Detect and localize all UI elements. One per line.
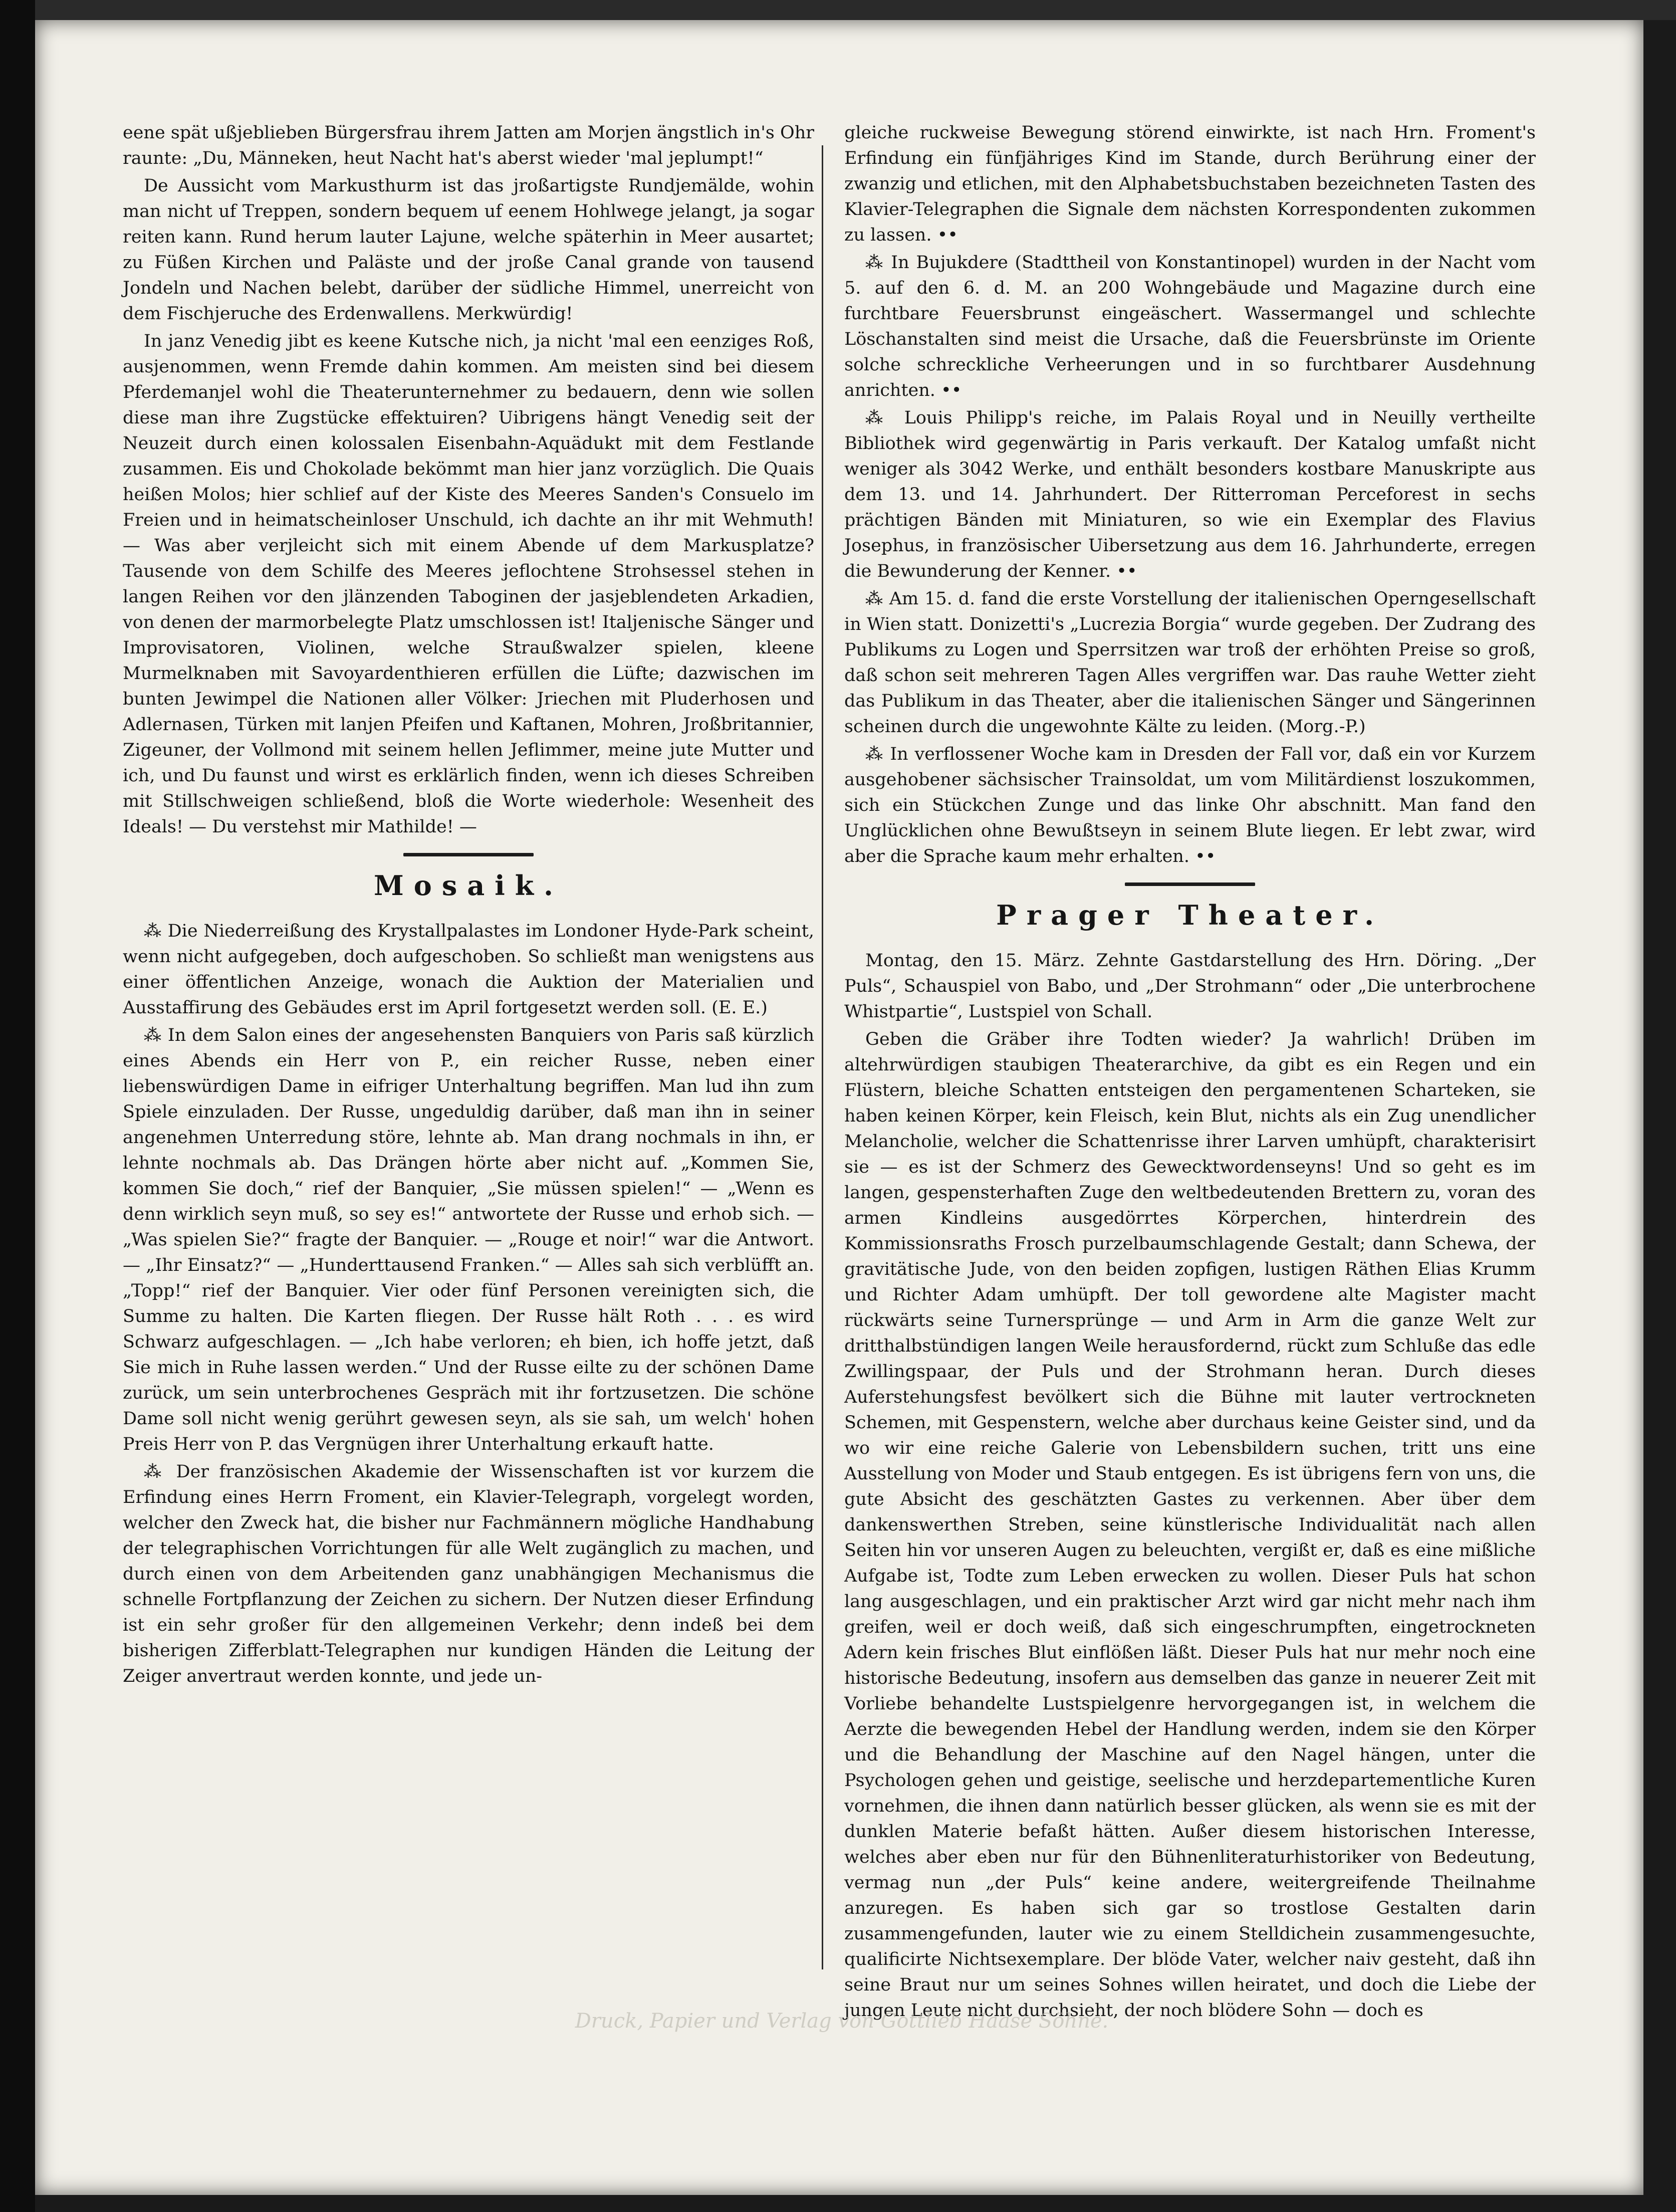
mosaik-item-3: ⁂ Der französischen Akademie der Wissenschaften ist vor kurzem die Erfindung eines Herrn Froment, ein Klavier-Telegraph, vorgelegt worden, welcher den Zweck hat, die bisher nur Fachmännern mögliche Handhabung der telegraphischen Vorrichtungen für alle Welt zugänglich zu machen, und durch einen von dem Arbeitenden ganz unabhängigen Mechanismus die schnelle Fortpflanzung der Zeichen zu sichern. Der Nutzen dieser Erfindung ist ein sehr großer für den allgemeinen Verkehr; denn indeß bei dem bisherigen Zifferblatt-Telegraphen nur kundigen Händen die Leitung der Zeiger anvertraut werden konnte, und jede un- — [123, 1462, 814, 1686]
right-paragraph-1: gleiche ruckweise Bewegung störend einwirkte, ist nach Hrn. Froment's Erfindung ein fünfjähriges Kind im Stande, durch Berührung einer der zwanzig und etlichen, mit den Alphabetsbuchstaben bezeichneten Tasten des Klavier-Telegraphen die Signale dem nächsten Korrespondenten zukommen zu lassen. •• — [844, 123, 1536, 245]
right-paragraph-4: ⁂ Am 15. d. fand die erste Vorstellung der italienischen Operngesellschaft in Wien statt. Donizetti's „Lucrezia Borgia“ wurde gegeben. Der Zudrang des Publikums zu Logen und Sperrsitzen war troß der erhöhten Preise so groß, daß schon seit mehreren Tagen Alles vergriffen war. Das rauhe Wetter zieht das Publikum in das Theater, aber die italienischen Sänger und Sängerinnen scheinen durch die ungewohnte Kälte zu leiden. (Morg.-P.) — [844, 589, 1536, 737]
theater-program: Montag, den 15. März. Zehnte Gastdarstellung des Hrn. Döring. „Der Puls“, Schauspiel von Babo, und „Der Strohmann“ oder „Die unterbrochene Whistpartie“, Lustspiel von Schall. — [844, 951, 1536, 1022]
column-divider — [822, 145, 823, 1969]
left-paragraph-3: In janz Venedig jibt es keene Kutsche nich, ja nicht 'mal een eenziges Roß, ausjenommen, wenn Fremde dahin kommen. Am meisten sind bei diesem Pferdemanjel wohl die Theaterunternehmer zu bedauern, denn wie sollen diese man ihre Zugstücke effektuiren? Uibrigens hängt Venedig seit der Neuzeit durch einen kolossalen Eisenbahn-Aquädukt mit dem Festlande zusammen. Eis und Chokolade bekömmt man hier janz vorzüglich. Die Quais heißen Molos; hier schlief auf der Kiste des Meeres Sanden's Consuelo im Freien und in heimatscheinloser Unschuld, ich dachte an ihr mit Wehmuth! — Was aber verjleicht sich mit einem Abende uf dem Markusplatze? Tausende von dem Schilfe des Meeres jeflochtene Strohsessel stehen in langen Reihen vor den jlänzenden Taboginen der jasjeblendeten Arkadien, von denen der marmorbelegte Platz umschlossen ist! Italjenische Sänger und Improvisatoren, Violinen, welche Straußwalzer spielen, kleene Murmelknaben mit Savoyardenthieren erfüllen die Lüfte; dazwischen im bunten Jewimpel die Nationen aller Völker: Jriechen mit Pluderhosen und Adlernasen, Türken mit lanjen Pfeifen und Kaftanen, Mohren, Jroßbritannier, Zigeuner, der Vollmond mit seinem hellen Jeflimmer, meine jute Mutter und ich, und Du faunst und wirst es erklärlich finden, wenn ich dieses Schreiben mit Stillschweigen schließend, bloß die Worte wiederhole: Wesenheit des Ideals! — Du verstehst mir Mathilde! — — [123, 331, 814, 837]
theater-review: Geben die Gräber ihre Todten wieder? Ja wahrlich! Drüben im altehrwürdigen staubigen Theaterarchive, da gibt es ein Regen und ein Flüstern, bleiche Schatten entsteigen den pergamentenen Scharteken, sie haben keinen Körper, kein Fleisch, kein Blut, nichts als ein Zug unendlicher Melancholie, welcher die Schattenrisse ihrer Larven umhüpft, charakterisirt sie — es ist der Schmerz des Gewecktwordenseyns! Und so geht es im langen, gespensterhaften Zuge den weltbedeutenden Brettern zu, voran des armen Kindleins ausgedörrtes Körperchen, hinterdrein des Kommissionsraths Frosch purzelbaumschlagende Gestalt; dann Schewa, der gravitätische Jude, von den beiden zopfigen, lustigen Räthen Elias Krumm und Richter Adam umhüpft. Der toll gewordene alte Magister macht rückwärts seine Turnersprünge — und Arm in Arm die ganze Welt zur dritthalbstündigen langen Weile herausfordernd, rückt zum Schluße das edle Zwillingspaar, der Puls und der Strohmann heran. Durch dieses Auferstehungsfest bevölkert sich die Bühne mit lauter vertrockneten Schemen, mit Gespenstern, welche aber durchaus keine Geister sind, und da wo wir eine reiche Galerie von Lebensbildern suchen, tritt uns eine Ausstellung von Moder und Staub entgegen. Es ist übrigens fern von uns, die gute Absicht des geschätzten Gastes zu verkennen. Aber über dem dankenswerthen Streben, seine künstlerische Individualität nach allen Seiten hin vor unseren Augen zu beleuchten, vergißt er, daß es eine mißliche Aufgabe ist, Todte zum Leben erwecken zu wollen. Dieser Puls hat schon lang ausgeschlagen, und ein praktischer Arzt wird gar nicht mehr nach ihm greifen, weil er doch weiß, daß sich eingeschrumpften, eingetrockneten Adern kein frisches Blut einflößen läßt. Dieser Puls hat nur mehr noch eine historische Bedeutung, insofern aus demselben das ganze in neuerer Zeit mit Vorliebe behandelte Lustspielgenre hervorgegangen ist, in welchem die Aerzte die bewegenden Hebel der Handlung werden, indem sie den Körper und die Behandlung der Maschine auf den Nagel hängen, unter die Psychologen gehen und geistige, seelische und herzdepartementliche Kuren vornehmen, die ihnen dann natürlich besser glücken, als wenn sie es mit der dunklen Materie befaßt hätten. Außer diesem historischen Interesse, welches aber eben nur für den Bühnenliteraturhistoriker von Bedeutung, vermag nun „der Puls“ keine andere, weitergreifende Theilnahme anzuregen. Es haben sich gar so trostlose Gestalten darin zusammengefunden, lauter wie zu einem Stelldichein zusammengesuchte, qualificirte Nichtsexemplare. Der blöde Vater, welcher naiv gesteht, daß ihn seine Braut nur um seines Sohnes willen heiratet, und doch die Liebe der jungen Leute nicht durchsieht, der noch blödere Sohn — doch es — [844, 1029, 1536, 2021]
left-paragraph-1: eene spät ußjeblieben Bürgersfrau ihrem Jatten am Morjen ängstlich in's Ohr raunte: „Du, Männeken, heut Nacht hat's aberst wieder 'mal jeplumpt!“ — [123, 123, 814, 168]
mosaik-item-2: ⁂ In dem Salon eines der angesehensten Banquiers von Paris saß kürzlich eines Abends ein Herr von P., ein reicher Russe, neben einer liebenswürdigen Dame in eifriger Unterhaltung begriffen. Man lud ihn zum Spiele einzuladen. Der Russe, ungeduldig darüber, daß man ihn in seiner angenehmen Unterredung störe, lehnte ab. Man drang nochmals in ihn, er lehnte nochmals ab. Das Drängen hörte aber nicht auf. „Kommen Sie, kommen Sie doch,“ rief der Banquier, „Sie müssen spielen!“ — „Wenn es denn wirklich seyn muß, so sey es!“ antwortete der Russe und erhob sich. — „Was spielen Sie?“ fragte der Banquier. — „Rouge et noir!“ war die Antwort. — „Ihr Einsatz?“ — „Hunderttausend Franken.“ — Alles sah sich verblüfft an. „Topp!“ rief der Banquier. Vier oder fünf Personen vereinigten sich, die Summe zu halten. Die Karten fliegen. Der Russe hält Roth . . . es wird Schwarz aufgeschlagen. — „Ich habe verloren; eh bien, ich hoffe jetzt, daß Sie mich in Ruhe lassen werden.“ Und der Russe eilte zu der schönen Dame zurück, um sein unterbrochenes Gespräch mit ihr fortzusetzen. Die schöne Dame soll nicht wenig gerührt gewesen seyn, als sie sah, um welch' hohen Preis Herr von P. das Vergnügen ihrer Unterhaltung erkauft hatte. — [123, 1025, 814, 1454]
section-heading-theater: Prager Theater. — [996, 899, 1384, 931]
bleed-through-imprint: Druck, Papier und Verlag von Gottlieb Haase Söhne. — [575, 2010, 1109, 2033]
scan-edge-top — [35, 0, 1676, 20]
left-column — [123, 120, 814, 1691]
scan-edge-left — [0, 0, 35, 2212]
mosaik-item-1: ⁂ Die Niederreißung des Krystallpalastes im Londoner Hyde-Park scheint, wenn nicht aufgegeben, doch aufgeschoben. So schließt man wenigstens aus einer öffentlichen Anzeige, wonach die Auktion der Materialien und Ausstaffirung des Gebäudes erst im April fortgesetzt werden soll. (E. E.) — [123, 921, 814, 1018]
section-rule — [403, 853, 534, 856]
left-paragraph-2: De Aussicht vom Markusthurm ist das jroßartigste Rundjemälde, wohin man nicht uf Treppen, sondern bequem uf eenem Hohlwege jelangt, ja sogar reiten kann. Rund herum lauter Lajune, welche späterhin in Meer ausartet; zu Füßen Kirchen und Paläste und der jroße Canal grande von tausend Jondeln und Nachen belebt, darüber der südliche Himmel, unerreicht von dem Fischjeruche des Erdenwallens. Merkwürdig! — [123, 176, 814, 324]
right-paragraph-3: ⁂ Louis Philipp's reiche, im Palais Royal und in Neuilly vertheilte Bibliothek wird gegenwärtig in Paris verkauft. Der Katalog umfaßt nicht weniger als 3042 Werke, und enthält besonders kostbare Manuskripte aus dem 13. und 14. Jahrhundert. Der Ritterroman Perceforest in sechs prächtigen Bänden mit Miniaturen, so wie ein Exemplar des Flavius Josephus, in französischer Uibersetzung aus dem 16. Jahrhunderte, erregen die Bewunderung der Kenner. •• — [844, 408, 1536, 581]
right-paragraph-2: ⁂ In Bujukdere (Stadttheil von Konstantinopel) wurden in der Nacht vom 5. auf den 6. d. M. an 200 Wohngebäude und Magazine durch eine furchtbare Feuersbrunst eingeäschert. Wassermangel und schlechte Löschanstalten sind meist die Ursache, daß die Feuersbrünste im Oriente solche schreckliche Verheerungen und in so furchtbarer Ausdehnung anrichten. •• — [844, 253, 1536, 400]
right-column — [844, 120, 1536, 2026]
right-paragraph-5: ⁂ In verflossener Woche kam in Dresden der Fall vor, daß ein vor Kurzem ausgehobener sächsischer Trainsoldat, um vom Militärdienst loszukommen, sich ein Stückchen Zunge und das linke Ohr abschnitt. Man fand den Unglücklichen ohne Bewußtseyn in seinem Blute liegen. Er lebt zwar, wird aber die Sprache kaum mehr erhalten. •• — [844, 744, 1536, 866]
section-heading-mosaik: Mosaik. — [374, 869, 563, 902]
section-rule — [1125, 882, 1255, 886]
